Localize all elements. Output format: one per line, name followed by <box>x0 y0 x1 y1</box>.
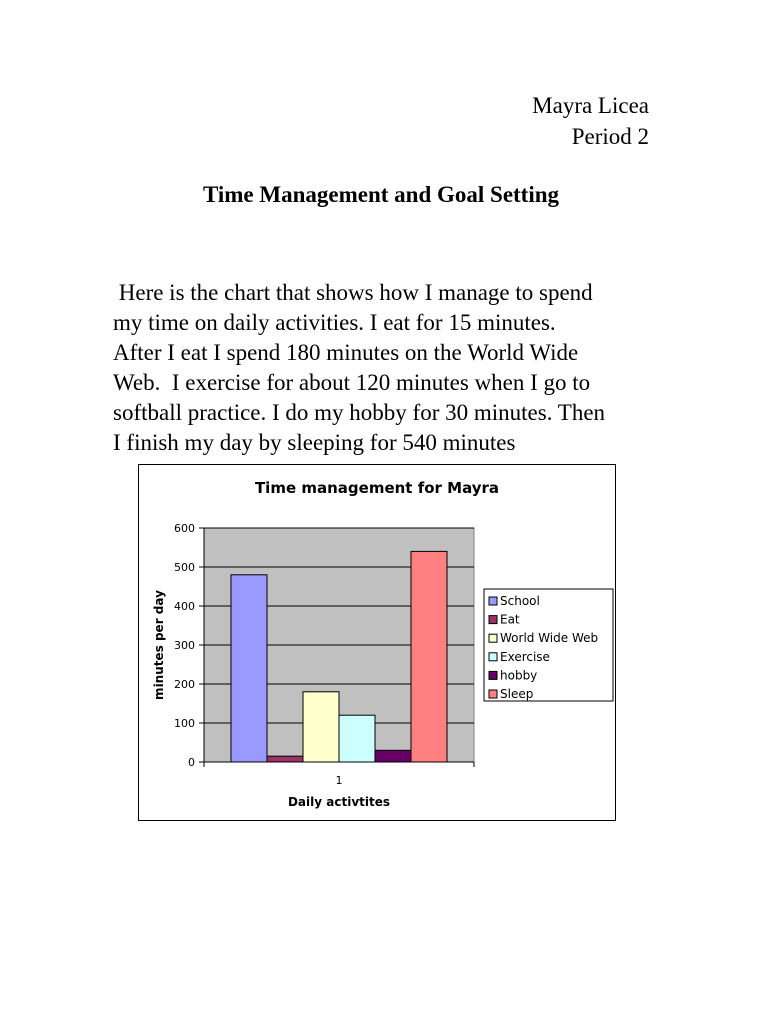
bar-sleep <box>411 551 447 762</box>
y-axis <box>174 522 204 769</box>
x-tick-label: 1 <box>335 774 343 787</box>
legend-entry: World Wide Web <box>500 631 599 646</box>
chart-frame <box>138 464 616 821</box>
bar-school <box>231 575 267 762</box>
legend-swatch <box>489 653 497 661</box>
y-tick-label: 400 <box>174 600 195 613</box>
document-header <box>532 90 649 152</box>
legend-entry: Exercise <box>500 649 550 664</box>
y-tick-label: 300 <box>174 639 195 652</box>
legend-swatch <box>489 616 497 624</box>
legend-swatch <box>489 634 497 642</box>
x-axis-label: Daily activtites <box>287 795 391 809</box>
y-tick-label: 200 <box>174 678 195 691</box>
bar-world-wide-web <box>303 692 339 762</box>
y-tick-label: 0 <box>188 756 195 769</box>
legend-entry: School <box>500 594 540 608</box>
chart-title: Time management for Mayra <box>254 479 500 497</box>
body-line: Here is the chart that shows how I manage to spend <box>113 280 593 305</box>
y-axis-label: minutes per day <box>152 590 166 700</box>
y-tick-label: 100 <box>174 717 195 730</box>
bar-exercise <box>339 715 375 762</box>
x-axis <box>204 762 474 787</box>
legend-swatch <box>489 597 497 605</box>
body-line: softball practice. I do my hobby for 30 minutes. Then <box>113 400 606 425</box>
body-paragraph <box>113 278 673 458</box>
bar-hobby <box>375 750 411 762</box>
body-line: I finish my day by sleeping for 540 minutes <box>113 430 516 455</box>
legend-entry: hobby <box>500 668 538 683</box>
y-tick-label: 500 <box>174 561 195 574</box>
body-line: After I eat I spend 180 minutes on the World Wide <box>113 340 579 365</box>
legend-swatch <box>489 690 497 698</box>
legend-entry: Sleep <box>500 687 534 701</box>
body-line: Web. I exercise for about 120 minutes when I go to <box>113 370 591 395</box>
bar-chart <box>139 465 617 822</box>
legend-entry: Eat <box>500 612 520 627</box>
body-line: my time on daily activities. I eat for 15 minutes. <box>113 310 556 335</box>
legend-swatch <box>489 671 497 679</box>
class-period: Period 2 <box>571 124 649 149</box>
bar-eat <box>267 756 303 762</box>
author-name: Mayra Licea <box>532 93 649 118</box>
document-title: Time Management and Goal Setting <box>202 182 560 207</box>
y-tick-label: 600 <box>174 522 195 535</box>
legend <box>484 589 613 701</box>
